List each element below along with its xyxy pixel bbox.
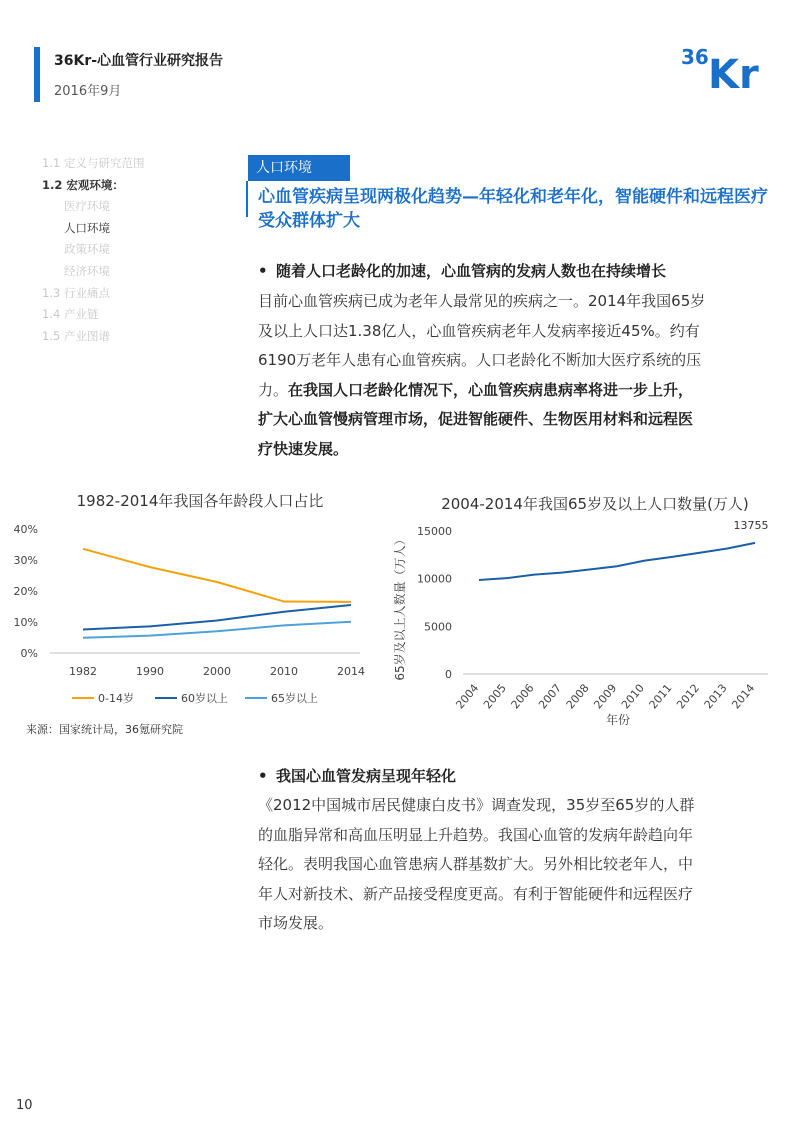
y-tick-label: 10% <box>13 616 38 629</box>
section-tag-line <box>246 181 248 217</box>
bullet2-paragraph <box>258 791 778 939</box>
y-axis-title: 65岁及以上人数量（万人） <box>393 533 407 681</box>
x-tick-label: 2009 <box>591 681 620 712</box>
x-tick-label: 1990 <box>136 665 164 678</box>
bullet2-title <box>258 765 456 786</box>
paragraph-bold-line: 疗快速发展。 <box>258 439 349 458</box>
36kr-logo <box>678 42 768 94</box>
paragraph-line: 及以上人口达1.38亿人，心血管疾病老年人发病率接近45%。约有 <box>258 321 700 340</box>
y-tick-label: 5000 <box>424 620 452 634</box>
legend-label: 60岁以上 <box>181 692 228 705</box>
bullet1-paragraph <box>258 287 778 464</box>
chart2-title: 2004-2014年我国65岁及以上人口数量(万人) <box>441 495 749 513</box>
section-headline: 心血管疾病呈现两极化趋势—年轻化和老年化，智能硬件和远程医疗受众群体扩大 <box>258 187 768 231</box>
x-tick-label: 2000 <box>203 665 231 678</box>
paragraph-line: 年人对新技术、新产品接受程度更高。有利于智能硬件和远程医疗 <box>258 884 694 903</box>
chart2-elderly-population <box>390 512 790 732</box>
legend-label: 65岁以上 <box>271 692 318 705</box>
x-tick-label: 2014 <box>729 681 758 712</box>
x-tick-label: 2013 <box>701 681 730 712</box>
x-tick-label: 2005 <box>480 681 509 712</box>
page-number: 10 <box>16 1098 33 1113</box>
toc-item[interactable]: 1.4 产业链 <box>42 307 99 322</box>
y-tick-label: 40% <box>13 523 38 536</box>
x-tick-label: 2008 <box>563 681 592 712</box>
x-tick-label: 2006 <box>508 681 537 712</box>
paragraph-line: 目前心血管疾病已成为老年人最常见的疾病之一。2014年我国65岁 <box>258 292 706 310</box>
series-line <box>83 622 351 638</box>
toc-item[interactable]: 1.5 产业图谱 <box>42 328 110 343</box>
paragraph-bold-line: 在我国人口老龄化情况下，心血管疾病患病率将进一步上升， <box>288 380 694 399</box>
legend-label: 0-14岁 <box>98 692 134 705</box>
section-tag: 人口环境 <box>248 155 350 181</box>
bullet1-title-text: 随着人口老龄化的加速，心血管病的发病人数也在持续增长 <box>276 262 667 280</box>
paragraph-line: 轻化。表明我国心血管患病人群基数扩大。另外相比较老年人，中 <box>258 855 694 873</box>
y-tick-label: 30% <box>13 554 38 567</box>
series-line <box>83 605 351 629</box>
paragraph-line: 《2012中国城市居民健康白皮书》调查发现，35岁至65岁的人群 <box>258 796 695 814</box>
y-tick-label: 10000 <box>417 572 452 586</box>
table-of-contents <box>42 153 232 347</box>
x-tick-label: 2007 <box>536 681 565 712</box>
x-tick-label: 2010 <box>618 681 647 712</box>
x-tick-label: 1982 <box>69 665 97 678</box>
x-tick-label: 2012 <box>674 681 703 712</box>
toc-item[interactable]: 经济环境 <box>64 263 110 278</box>
bullet-marker: • <box>258 767 268 785</box>
bullet1-title <box>258 260 666 281</box>
x-tick-label: 2014 <box>337 665 365 678</box>
bullet-marker: • <box>258 262 268 280</box>
chart1-title: 1982-2014年我国各年龄段人口占比 <box>76 492 324 510</box>
x-tick-label: 2004 <box>453 681 482 712</box>
report-title: 36Kr-心血管行业研究报告 <box>54 53 224 69</box>
x-axis-title: 年份 <box>605 713 631 727</box>
source-note: 来源：国家统计局，36氪研究院 <box>26 723 183 736</box>
series-line <box>479 543 755 580</box>
paragraph-line: 市场发展。 <box>258 914 334 932</box>
bullet2-title-text: 我国心血管发病呈现年轻化 <box>276 767 457 785</box>
y-tick-label: 0% <box>20 647 38 660</box>
report-date: 2016年9月 <box>54 84 122 99</box>
logo-text-main: Kr <box>708 52 759 94</box>
toc-item[interactable]: 1.1 定义与研究范围 <box>42 156 145 170</box>
y-tick-label: 20% <box>13 585 38 598</box>
x-tick-label: 2010 <box>270 665 298 678</box>
y-tick-label: 0 <box>445 668 452 681</box>
paragraph-bold-line: 扩大心血管慢病管理市场，促进智能硬件、生物医用材料和远程医 <box>258 410 694 428</box>
header-accent-bar <box>34 47 40 102</box>
y-tick-label: 15000 <box>417 525 452 538</box>
series-line <box>83 549 351 602</box>
chart1-age-share <box>0 515 390 715</box>
paragraph-line: 的血脂异常和高血压明显上升趋势。我国心血管的发病年龄趋向年 <box>258 825 694 844</box>
paragraph-line: 6190万老年人患有心血管疾病。人口老龄化不断加大医疗系统的压 <box>258 351 702 369</box>
x-tick-label: 2011 <box>646 681 675 712</box>
paragraph-line: 力。 <box>258 380 289 399</box>
data-label: 13755 <box>733 518 769 532</box>
toc-item[interactable]: 医疗环境 <box>64 199 110 214</box>
toc-item[interactable]: 1.3 行业痛点 <box>42 285 110 300</box>
toc-item[interactable]: 1.2 宏观环境： <box>42 177 124 192</box>
toc-item[interactable]: 政策环境 <box>64 242 110 257</box>
logo-text-top: 36 <box>681 45 709 69</box>
toc-item[interactable]: 人口环境 <box>64 220 110 235</box>
